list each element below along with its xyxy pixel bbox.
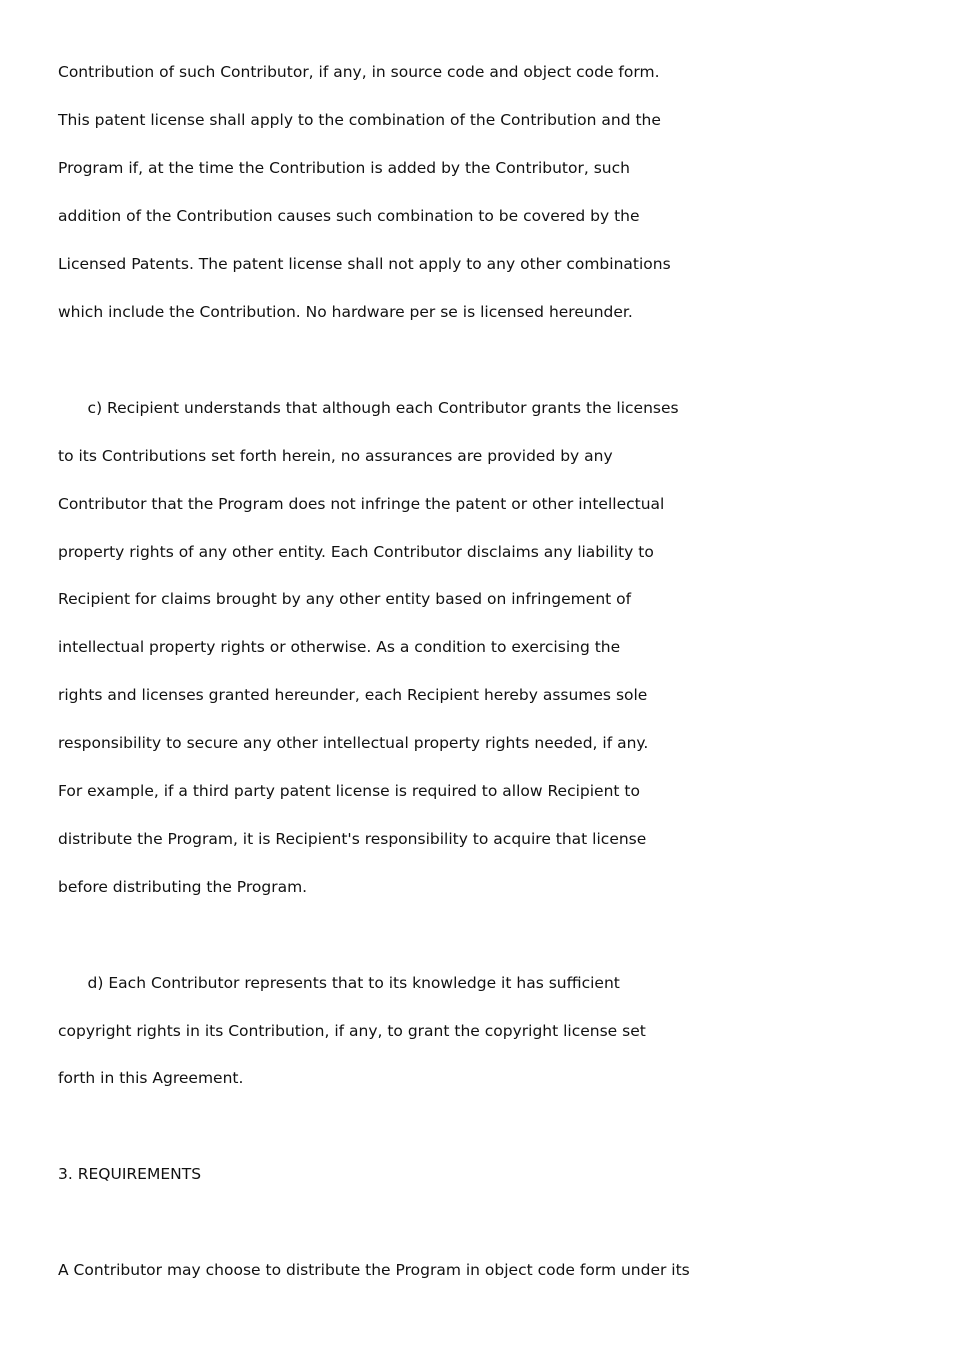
- text-line: copyright rights in its Contribution, if any, to grant the copyright license set: [58, 1022, 646, 1040]
- section-heading: 3. REQUIREMENTS: [58, 1165, 202, 1183]
- text-line: Licensed Patents. The patent license shall not apply to any other combinations: [58, 255, 671, 273]
- text-line: before distributing the Program.: [58, 878, 308, 896]
- text-line: to its Contributions set forth herein, no assurances are provided by any: [58, 447, 613, 465]
- text-line: rights and licenses granted hereunder, each Recipient hereby assumes sole: [58, 686, 648, 704]
- text-line: responsibility to secure any other intellectual property rights needed, if any.: [58, 734, 649, 752]
- text-line: Program if, at the time the Contribution is added by the Contributor, such: [58, 159, 630, 177]
- text-line: addition of the Contribution causes such combination to be covered by the: [58, 207, 640, 225]
- text-line: property rights of any other entity. Each Contributor disclaims any liability to: [58, 543, 654, 561]
- text-line: Recipient for claims brought by any other entity based on infringement of: [58, 590, 632, 608]
- text-line: Contributor that the Program does not infringe the patent or other intellectual: [58, 495, 665, 513]
- text-line: For example, if a third party patent license is required to allow Recipient to: [58, 782, 640, 800]
- text-line: A Contributor may choose to distribute the Program in object code form under its: [58, 1261, 690, 1279]
- text-line: intellectual property rights or otherwise. As a condition to exercising the: [58, 638, 621, 656]
- text-line: which include the Contribution. No hardware per se is licensed hereunder.: [58, 303, 633, 321]
- text-line: This patent license shall apply to the combination of the Contribution and the: [58, 111, 661, 129]
- text-line: c) Recipient understands that although each Contributor grants the licenses: [58, 399, 679, 417]
- text-line: distribute the Program, it is Recipient's responsibility to acquire that license: [58, 830, 647, 848]
- text-line: forth in this Agreement.: [58, 1069, 244, 1087]
- text-line: Contribution of such Contributor, if any, in source code and object code form.: [58, 63, 660, 81]
- text-line: d) Each Contributor represents that to its knowledge it has sufficient: [58, 974, 620, 992]
